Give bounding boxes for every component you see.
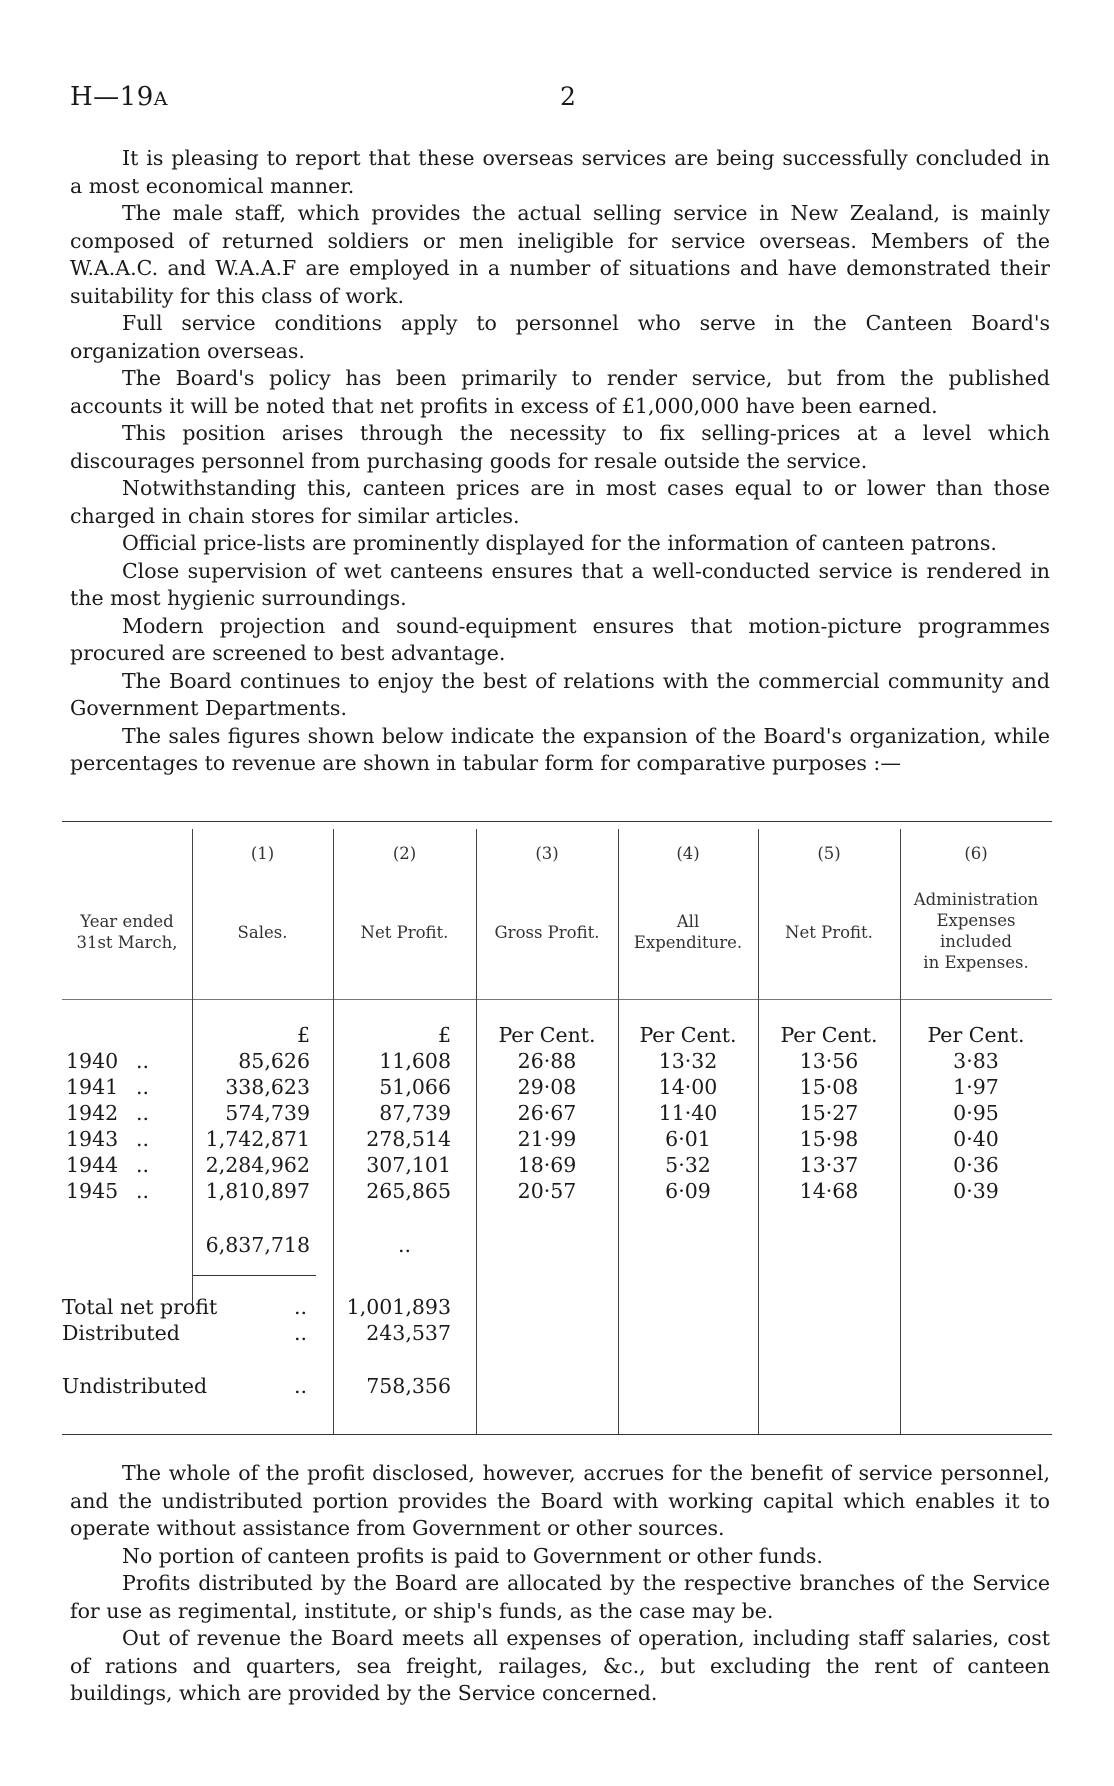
sales-cell: 2,284,962 [205, 1153, 310, 1177]
unit-label: £ [437, 1023, 451, 1047]
net-pct-cell: 15·27 [799, 1101, 859, 1125]
year-cell: 1941 [66, 1075, 119, 1099]
leader-dots: .. [397, 1233, 412, 1257]
col-header-gross-profit: Gross Profit. [494, 923, 600, 942]
leader-dots: .. [136, 1179, 150, 1203]
col-header-net-profit: Net Profit. [360, 923, 449, 942]
paragraph: Out of revenue the Board meets all expenses of operation, including staff salaries, cost of rations and quarters, sea freight, railages, &c., but excluding the rent of canteen buildings, which are provided by the Service concerned. [70, 1626, 1050, 1705]
leader-dots: .. [294, 1374, 308, 1398]
paragraph: Official price-lists are prominently displayed for the information of canteen patrons. [122, 531, 997, 555]
gross-profit-cell: 29·08 [517, 1075, 577, 1099]
page-number: 2 [560, 82, 576, 111]
paragraph: The whole of the profit disclosed, however, accrues for the benefit of service personnel, and the undistributed portion provides the Board with working capital which enables it to operate without assistance from Government or other sources. [70, 1461, 1050, 1540]
col-number: (6) [964, 844, 988, 863]
leader-dots: .. [136, 1101, 150, 1125]
paragraph: The male staff, which provides the actual selling service in New Zealand, is mainly composed of returned soldiers or men ineligible for service overseas. Members of the W.A.A.C. and W.A.A.F are employed in a number of situations and have demonstrated their suitability for this class of work. [70, 201, 1050, 308]
paragraph: Close supervision of wet canteens ensures that a well-conducted service is rendered in the most hygienic surroundings. [70, 558, 1050, 610]
gross-profit-cell: 26·88 [517, 1049, 577, 1073]
col-number: (4) [676, 844, 700, 863]
admin-cell: 0·40 [953, 1127, 999, 1151]
sales-total: 6,837,718 [205, 1233, 310, 1257]
summary-label-distributed: Distributed [62, 1321, 180, 1345]
header-line: Expenses [936, 911, 1016, 930]
table-bottom-rule [62, 1434, 1052, 1435]
body-text-top [70, 145, 1050, 778]
leader-dots: .. [294, 1321, 308, 1345]
header-bottom-rule [62, 999, 1052, 1000]
table-row [62, 1127, 1052, 1153]
header-line: Year ended [80, 912, 174, 931]
expenditure-cell: 5·32 [665, 1153, 711, 1177]
table-row [62, 1101, 1052, 1127]
col-number: (3) [535, 844, 559, 863]
col-number: (5) [817, 844, 841, 863]
body-text-bottom [70, 1460, 1050, 1708]
net-profit-cell: 51,066 [379, 1075, 451, 1099]
summary-value-distributed: 243,537 [366, 1321, 451, 1345]
expenditure-cell: 6·01 [665, 1127, 711, 1151]
col-header-admin-expenses [900, 889, 1052, 973]
gross-profit-cell: 26·67 [517, 1101, 577, 1125]
header-line: in Expenses. [923, 953, 1029, 972]
year-cell: 1945 [66, 1179, 119, 1203]
gross-profit-cell: 18·69 [517, 1153, 577, 1177]
col-number: (1) [250, 844, 275, 863]
net-profit-cell: 87,739 [379, 1101, 451, 1125]
sales-cell: 85,626 [238, 1049, 310, 1073]
expenditure-cell: 11·40 [658, 1101, 718, 1125]
paragraph: The Board's policy has been primarily to render service, but from the published accounts it will be noted that net profits in excess of £1,000,000 have been earned. [70, 366, 1050, 418]
col-header-net-profit-pct: Net Profit. [785, 923, 873, 942]
sales-profit-table [62, 821, 1052, 1441]
page-series-header [70, 82, 168, 112]
sales-cell: 338,623 [225, 1075, 310, 1099]
table-row [62, 1153, 1052, 1179]
leader-dots: .. [136, 1049, 150, 1073]
net-pct-cell: 14·68 [799, 1179, 859, 1203]
summary-label-undistributed: Undistributed [62, 1374, 208, 1398]
gross-profit-cell: 21·99 [517, 1127, 577, 1151]
summary-value-undistributed: 758,356 [366, 1374, 451, 1398]
net-pct-cell: 15·08 [799, 1075, 859, 1099]
gross-profit-cell: 20·57 [517, 1179, 577, 1203]
net-profit-cell: 265,865 [366, 1179, 451, 1203]
year-cell: 1944 [66, 1153, 119, 1177]
table-top-rule [62, 821, 1052, 822]
unit-label: Per Cent. [927, 1023, 1025, 1047]
header-line: 31st March, [76, 933, 178, 952]
unit-label: £ [296, 1023, 310, 1047]
year-cell: 1940 [66, 1049, 119, 1073]
summary-value-total-net-profit: 1,001,893 [346, 1295, 451, 1319]
unit-label: Per Cent. [780, 1023, 878, 1047]
paragraph: Notwithstanding this, canteen prices are in most cases equal to or lower than those charged in chain stores for similar articles. [70, 476, 1050, 528]
paragraph: The sales figures shown below indicate the expansion of the Board's organization, while percentages to revenue are shown in tabular form for comparative purposes :— [70, 723, 1050, 775]
table-row [62, 1049, 1052, 1075]
admin-cell: 0·95 [953, 1101, 999, 1125]
paragraph: The Board continues to enjoy the best of relations with the commercial community and Government Departments. [70, 668, 1050, 720]
net-profit-cell: 278,514 [366, 1127, 451, 1151]
col-header-sales: Sales. [237, 923, 288, 942]
col-number: (2) [392, 844, 417, 863]
series-suffix: A [153, 88, 168, 110]
table-row [62, 1075, 1052, 1101]
expenditure-cell: 6·09 [665, 1179, 711, 1203]
paragraph: No portion of canteen profits is paid to Government or other funds. [122, 1543, 823, 1568]
paragraph: Full service conditions apply to personnel who serve in the Canteen Board's organization overseas. [70, 311, 1050, 363]
col-header-year [62, 911, 192, 953]
leader-dots: .. [136, 1075, 150, 1099]
sales-cell: 574,739 [225, 1101, 310, 1125]
sales-cell: 1,742,871 [205, 1127, 310, 1151]
admin-cell: 0·36 [953, 1153, 999, 1177]
leader-dots: .. [136, 1127, 150, 1151]
header-line: All [676, 912, 700, 931]
series-code: H—19 [70, 82, 154, 112]
paragraph: Modern projection and sound-equipment ensures that motion-picture programmes procured are screened to best advantage. [70, 613, 1050, 665]
paragraph: It is pleasing to report that these overseas services are being successfully concluded in a most economical manner. [70, 146, 1050, 198]
col-header-all-expenditure [618, 911, 758, 953]
unit-label: Per Cent. [498, 1023, 596, 1047]
unit-label: Per Cent. [639, 1023, 737, 1047]
paragraph: Profits distributed by the Board are allocated by the respective branches of the Service for use as regimental, institute, or ship's funds, as the case may be. [70, 1571, 1050, 1623]
expenditure-cell: 14·00 [658, 1075, 718, 1099]
admin-cell: 0·39 [953, 1179, 999, 1203]
year-cell: 1942 [66, 1101, 119, 1125]
paragraph: This position arises through the necessity to fix selling-prices at a level which discourages personnel from purchasing goods for resale outside the service. [70, 421, 1050, 473]
net-profit-cell: 307,101 [366, 1153, 451, 1177]
header-line: included [940, 932, 1012, 951]
admin-cell: 3·83 [953, 1049, 999, 1073]
leader-dots: .. [136, 1153, 150, 1177]
table-row [62, 1179, 1052, 1205]
header-line: Administration [913, 890, 1039, 909]
net-pct-cell: 15·98 [799, 1127, 859, 1151]
admin-cell: 1·97 [953, 1075, 999, 1099]
sales-total-rule [192, 1275, 316, 1276]
net-profit-cell: 11,608 [379, 1049, 451, 1073]
year-cell: 1943 [66, 1127, 119, 1151]
net-pct-cell: 13·56 [799, 1049, 859, 1073]
leader-dots: .. [294, 1295, 308, 1319]
expenditure-cell: 13·32 [658, 1049, 718, 1073]
summary-label-total-net-profit: Total net profit [62, 1295, 218, 1319]
sales-cell: 1,810,897 [205, 1179, 310, 1203]
header-line: Expenditure. [633, 933, 743, 952]
net-pct-cell: 13·37 [799, 1153, 859, 1177]
